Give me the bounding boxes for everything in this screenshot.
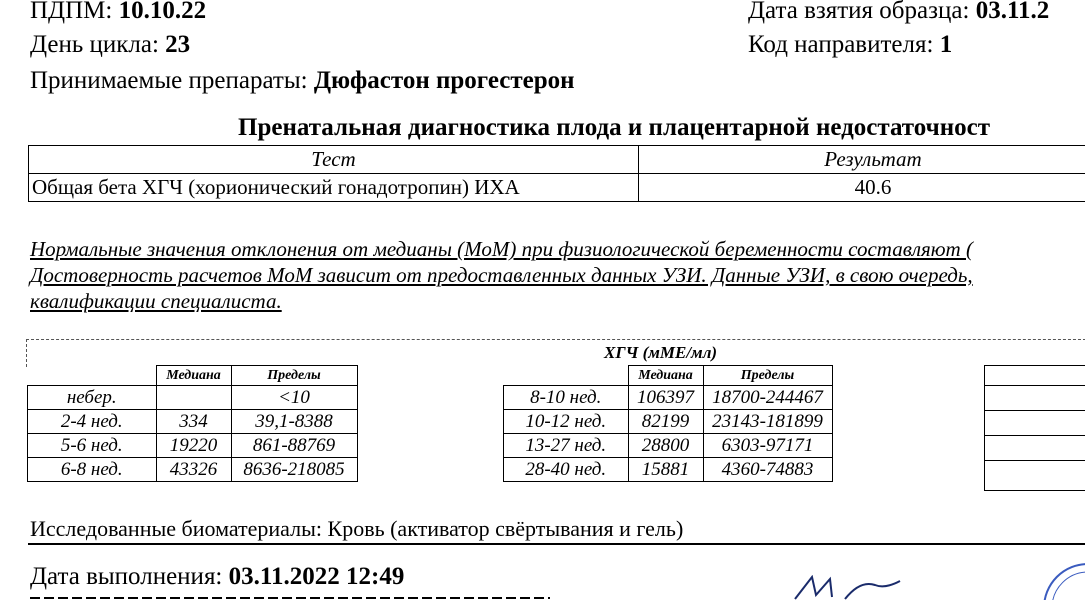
meds-label: Принимаемые препараты:	[30, 67, 308, 94]
completion-value: 03.11.2022 12:49	[228, 563, 405, 590]
pdpm-value: 10.10.22	[118, 0, 207, 24]
col-test-header: Тест	[29, 146, 639, 174]
cropped-bottom-line	[30, 594, 550, 600]
period-header	[504, 366, 629, 386]
note-line-2: Достоверность расчетов МоМ зависит от предоставленных данных УЗИ. Данные УЗИ, в свою очередь,	[30, 263, 973, 287]
limits-cell: 861-88769	[231, 434, 357, 458]
pdpm-line	[30, 0, 206, 26]
median-cell: 106397	[628, 386, 703, 410]
period-cell: 6-8 нед.	[28, 458, 157, 482]
meds-line	[30, 66, 575, 96]
cycle-value: 23	[165, 31, 191, 58]
median-cell: 19220	[156, 434, 231, 458]
median-cell: 82199	[628, 410, 703, 434]
referrer-line	[748, 30, 952, 60]
limits-cell: 4360-74883	[703, 458, 832, 482]
divider	[28, 543, 1085, 545]
cycle-line	[30, 30, 190, 60]
hcg-reference-table-2	[503, 365, 833, 482]
limits-header: Пределы	[231, 366, 357, 386]
limits-header: Пределы	[703, 366, 832, 386]
median-cell: 334	[156, 410, 231, 434]
referrer-value: 1	[939, 31, 953, 58]
table-row	[28, 410, 358, 434]
sample-date-label: Дата взятия образца:	[748, 0, 970, 24]
hcg-reference-table-1	[27, 365, 358, 482]
median-cell: 15881	[628, 458, 703, 482]
completion-line	[30, 562, 404, 592]
table-row	[504, 410, 833, 434]
table-row	[504, 458, 833, 482]
limits-cell: 8636-218085	[231, 458, 357, 482]
hcg-caption: ХГЧ (мМЕ/мл)	[604, 343, 718, 362]
limits-cell: 23143-181899	[703, 410, 832, 434]
test-name-cell: Общая бета ХГЧ (хорионический гонадотропин) ИХА	[29, 174, 639, 202]
table-row	[28, 458, 358, 482]
biomaterials-text: Исследованные биоматериалы: Кровь (активатор свёртывания и гель)	[30, 516, 684, 541]
table-row	[504, 434, 833, 458]
note-line-1: Нормальные значения отклонения от медианы (МоМ) при физиологической беременности составляют (	[30, 237, 973, 261]
median-header: Медиана	[156, 366, 231, 386]
sample-date-line	[748, 0, 1049, 26]
limits-cell: <10	[231, 386, 357, 410]
section-title: Пренатальная диагностика плода и плацентарной недостаточност	[238, 114, 990, 141]
limits-cell: 39,1-8388	[231, 410, 357, 434]
limits-cell: 6303-97171	[703, 434, 832, 458]
referrer-label: Код направителя:	[748, 31, 934, 58]
completion-label: Дата выполнения:	[30, 563, 223, 590]
table-row	[504, 386, 833, 410]
limits-cell: 18700-244467	[703, 386, 832, 410]
period-cell: 8-10 нед.	[504, 386, 629, 410]
dashed-separator	[26, 339, 1085, 340]
dashed-separator-left	[26, 339, 27, 367]
results-header-row	[29, 146, 1085, 174]
col-result-header: Результат	[639, 146, 1085, 174]
period-cell: 28-40 нед.	[504, 458, 629, 482]
meds-value: Дюфастон прогестерон	[313, 67, 575, 94]
cycle-label: День цикла:	[30, 31, 159, 58]
period-cell: 13-27 нед.	[504, 434, 629, 458]
period-cell: 10-12 нед.	[504, 410, 629, 434]
table-row	[29, 174, 1085, 202]
signature-icon	[790, 575, 910, 600]
pdpm-label: ПДПМ:	[30, 0, 113, 24]
median-cell: 28800	[628, 434, 703, 458]
period-cell: небер.	[28, 386, 157, 410]
hcg-reference-table-3	[984, 365, 1085, 491]
median-cell	[156, 386, 231, 410]
period-cell: 2-4 нед.	[28, 410, 157, 434]
sample-date-value: 03.11.2	[975, 0, 1050, 24]
median-header: Медиана	[628, 366, 703, 386]
median-cell: 43326	[156, 458, 231, 482]
table-row	[28, 386, 358, 410]
period-cell: 5-6 нед.	[28, 434, 157, 458]
results-table	[28, 145, 1085, 202]
period-header	[28, 366, 157, 386]
note-line-3: квалификации специалиста.	[30, 289, 282, 313]
table-row	[28, 434, 358, 458]
stamp-icon	[1040, 560, 1085, 600]
test-result-cell: 40.6	[639, 174, 1085, 202]
